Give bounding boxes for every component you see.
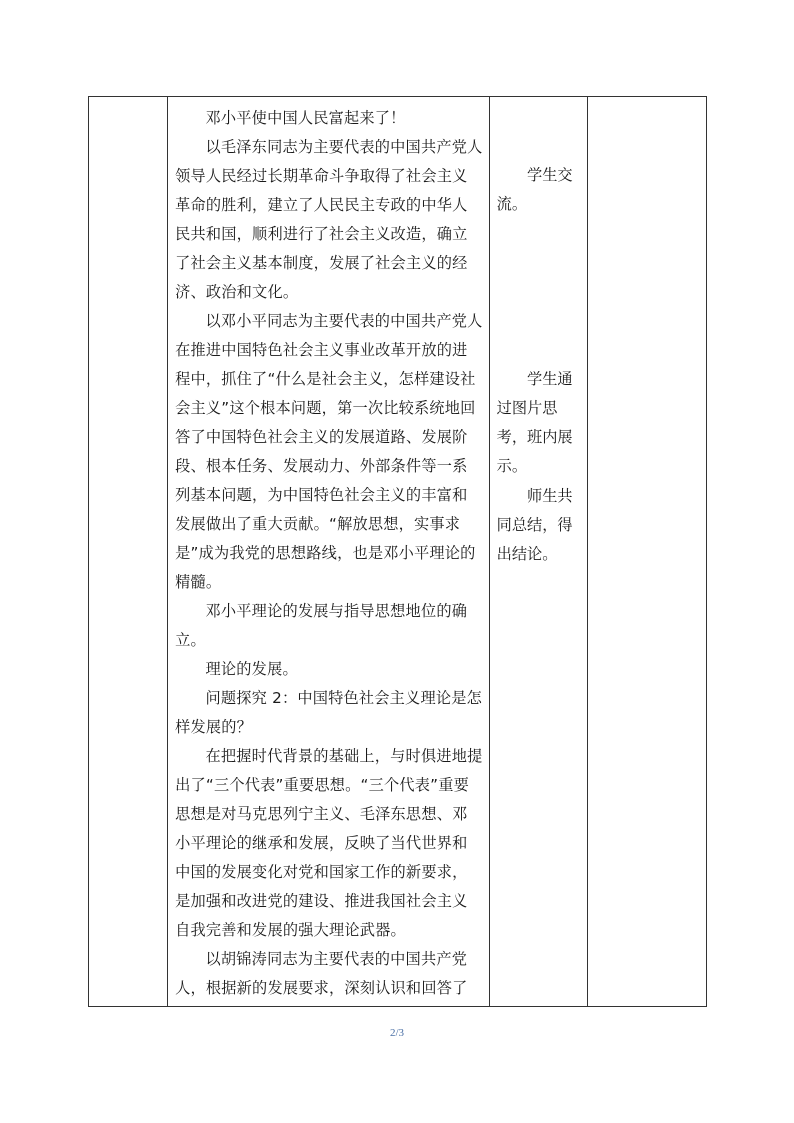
activity-note: 学生通过图片思考，班内展示。 [496,370,573,475]
page-number: 2/3 [389,1027,405,1039]
stage-cell [89,97,168,1007]
content-paragraph: 问题探究 2：中国特色社会主义理论是怎样发展的？ [175,689,482,736]
content-paragraph: 以毛泽东同志为主要代表的中国共产党人领导人民经过长期革命斗争取得了社会主义革命的胜利，建立了人民民主专政的中华人民共和国，顺利进行了社会主义改造，确立了社会主义基本制度，发展了社会主义的经济、政治和文化。 [175,138,483,301]
content-paragraph: 邓小平使中国人民富起来了！ [205,109,406,127]
content-paragraph: 以胡锦涛同志为主要代表的中国共产党人，根据新的发展要求，深刻认识和回答了 [175,950,468,997]
content-paragraph: 以邓小平同志为主要代表的中国共产党人在推进中国特色社会主义事业改革开放的进程中，抓住了“什么是社会主义，怎样建设社会主义”这个根本问题，第一次比较系统地回答了中国特色社会主义的发展道路、发展阶段、根本任务、发展动力、外部条件等一系列基本问题，为中国特色社会主义的丰富和发展做出了重大贡献。“解放思想，实事求是”成为我党的思想路线，也是邓小平理论的精髓。 [175,312,483,591]
content-paragraph: 邓小平理论的发展与指导思想地位的确立。 [175,602,468,649]
activity-note: 师生共同总结，得出结论。 [496,487,573,563]
teaching-content-cell [168,97,490,1007]
content-paragraph: 在把握时代背景的基础上，与时俱进地提出了“三个代表”重要思想。“三个代表”重要思想是对马克思列宁主义、毛泽东思想、邓小平理论的继承和发展，反映了当代世界和中国的发展变化对党和国家工作的新要求，是加强和改进党的建设、推进我国社会主义自我完善和发展的强大理论武器。 [175,747,483,939]
content-paragraph: 理论的发展。 [205,660,298,678]
student-activity-cell [489,97,587,1007]
notes-cell [587,97,706,1007]
table-row [89,97,707,1007]
activity-note: 学生交流。 [496,166,573,213]
lesson-plan-table [88,96,707,1007]
